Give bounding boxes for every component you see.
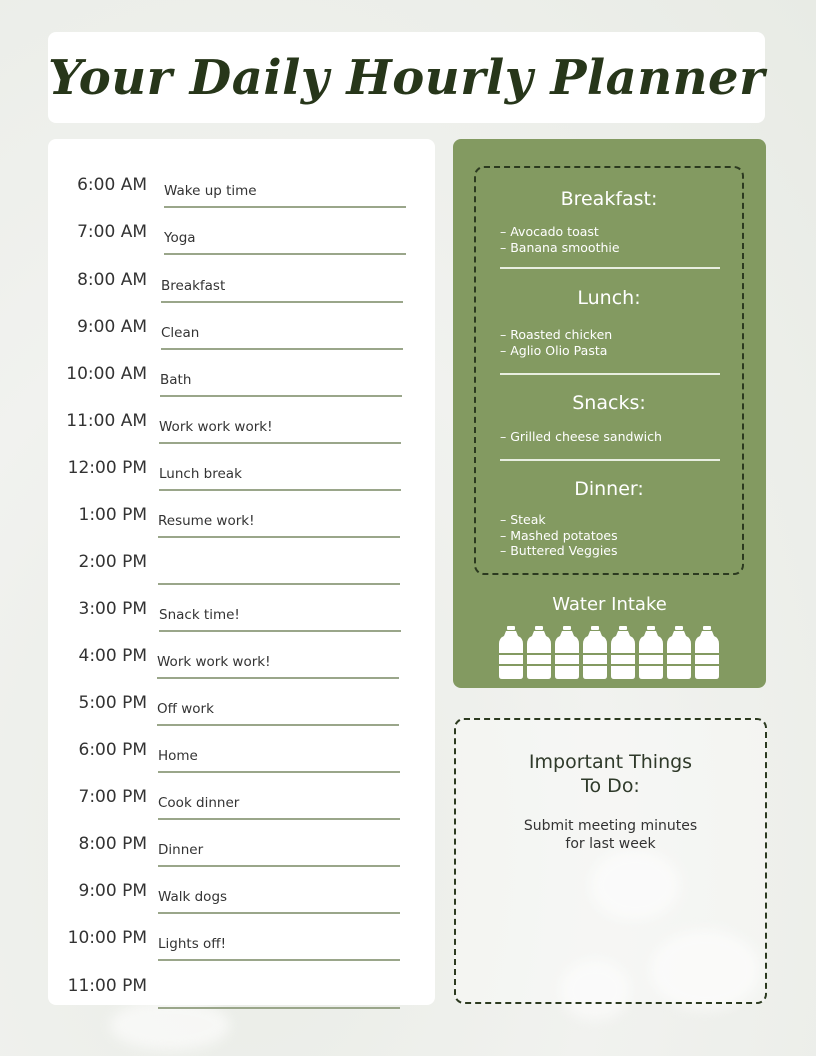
todo-heading-line: Important Things — [528, 751, 693, 773]
page-title: Your Daily Hourly Planner — [48, 49, 765, 106]
schedule-row — [48, 395, 435, 442]
time-label: 12:00 PM — [67, 458, 147, 478]
water-bottle-icon — [666, 626, 692, 680]
divider — [500, 267, 720, 269]
time-label: 1:00 PM — [78, 505, 147, 525]
title-card — [48, 32, 765, 123]
task-entry[interactable]: Lunch break — [159, 466, 242, 482]
time-label: 8:00 AM — [77, 270, 147, 290]
schedule-row — [48, 206, 435, 253]
schedule-row — [48, 254, 435, 301]
dinner-heading: Dinner: — [574, 478, 644, 500]
task-entry[interactable]: Yoga — [164, 230, 196, 246]
water-bottle-icon — [582, 626, 608, 680]
time-label: 11:00 PM — [67, 976, 147, 996]
schedule-row — [48, 724, 435, 771]
task-entry[interactable]: Resume work! — [158, 513, 255, 529]
lunch-heading: Lunch: — [577, 287, 641, 309]
schedule-row — [48, 865, 435, 912]
task-entry[interactable]: Wake up time — [164, 183, 257, 199]
dinner-list — [500, 512, 618, 559]
schedule-row — [48, 677, 435, 724]
schedule-row — [48, 489, 435, 536]
schedule-row — [48, 159, 435, 206]
list-item: – Buttered Veggies — [500, 543, 618, 558]
breakfast-list — [500, 224, 620, 255]
meals-box — [474, 166, 744, 575]
entry-underline — [158, 1007, 400, 1009]
task-entry[interactable]: Home — [158, 748, 198, 764]
schedule-row — [48, 630, 435, 677]
divider — [500, 373, 720, 375]
time-label: 9:00 PM — [78, 881, 147, 901]
list-item: – Mashed potatoes — [500, 527, 618, 543]
schedule-row — [48, 771, 435, 818]
schedule-row — [48, 818, 435, 865]
task-entry[interactable]: Work work work! — [157, 654, 271, 670]
snacks-heading: Snacks: — [572, 392, 646, 414]
time-label: 7:00 AM — [77, 222, 147, 242]
list-item: – Roasted chicken — [500, 327, 613, 342]
list-item: – Grilled cheese sandwich — [500, 429, 662, 444]
task-entry[interactable]: Work work work! — [159, 419, 273, 435]
schedule-row — [48, 536, 435, 583]
time-label: 11:00 AM — [66, 411, 147, 431]
lunch-list — [500, 327, 612, 358]
task-entry[interactable]: Lights off! — [158, 936, 226, 952]
task-entry[interactable]: Walk dogs — [158, 889, 228, 905]
todo-heading — [456, 750, 765, 798]
task-entry[interactable]: Clean — [161, 325, 200, 341]
list-item: – Banana smoothie — [500, 239, 620, 255]
important-todo-box — [454, 718, 767, 1004]
water-bottle-icon — [610, 626, 636, 680]
task-entry[interactable]: Bath — [160, 372, 192, 388]
todo-item-line: Submit meeting minutes — [523, 818, 698, 834]
task-entry[interactable]: Off work — [157, 701, 214, 717]
water-bottle-icon — [526, 626, 552, 680]
water-bottle-icon — [638, 626, 664, 680]
time-label: 10:00 AM — [66, 364, 147, 384]
todo-item-line: for last week — [565, 836, 656, 852]
schedule-row — [48, 301, 435, 348]
time-label: 6:00 AM — [77, 175, 147, 195]
time-label: 6:00 PM — [78, 740, 147, 760]
time-label: 4:00 PM — [78, 646, 147, 666]
todo-heading-line: To Do: — [581, 775, 640, 797]
water-bottle-icon — [498, 626, 524, 680]
schedule-row — [48, 348, 435, 395]
time-label: 2:00 PM — [78, 552, 147, 572]
task-entry[interactable]: Snack time! — [159, 607, 240, 623]
time-label: 3:00 PM — [78, 599, 147, 619]
time-label: 9:00 AM — [77, 317, 147, 337]
schedule-row — [48, 960, 435, 1007]
hourly-schedule — [48, 139, 435, 1005]
task-entry[interactable]: Dinner — [158, 842, 204, 858]
schedule-row — [48, 912, 435, 959]
schedule-row — [48, 442, 435, 489]
divider — [500, 459, 720, 461]
list-item: – Aglio Olio Pasta — [500, 342, 608, 358]
time-label: 8:00 PM — [78, 834, 147, 854]
time-label: 5:00 PM — [78, 693, 147, 713]
snacks-list — [500, 429, 662, 445]
list-item: – Avocado toast — [500, 224, 599, 239]
todo-item — [456, 817, 765, 853]
water-bottles — [498, 626, 720, 680]
task-entry[interactable]: Cook dinner — [158, 795, 240, 811]
time-label: 10:00 PM — [67, 928, 147, 948]
meal-plan-panel — [453, 139, 766, 688]
water-bottle-icon — [554, 626, 580, 680]
breakfast-heading: Breakfast: — [560, 188, 658, 210]
water-intake-heading: Water Intake — [552, 594, 667, 615]
schedule-row — [48, 583, 435, 630]
task-entry[interactable]: Breakfast — [161, 278, 226, 294]
time-label: 7:00 PM — [78, 787, 147, 807]
water-bottle-icon — [694, 626, 720, 680]
list-item: – Steak — [500, 512, 546, 527]
